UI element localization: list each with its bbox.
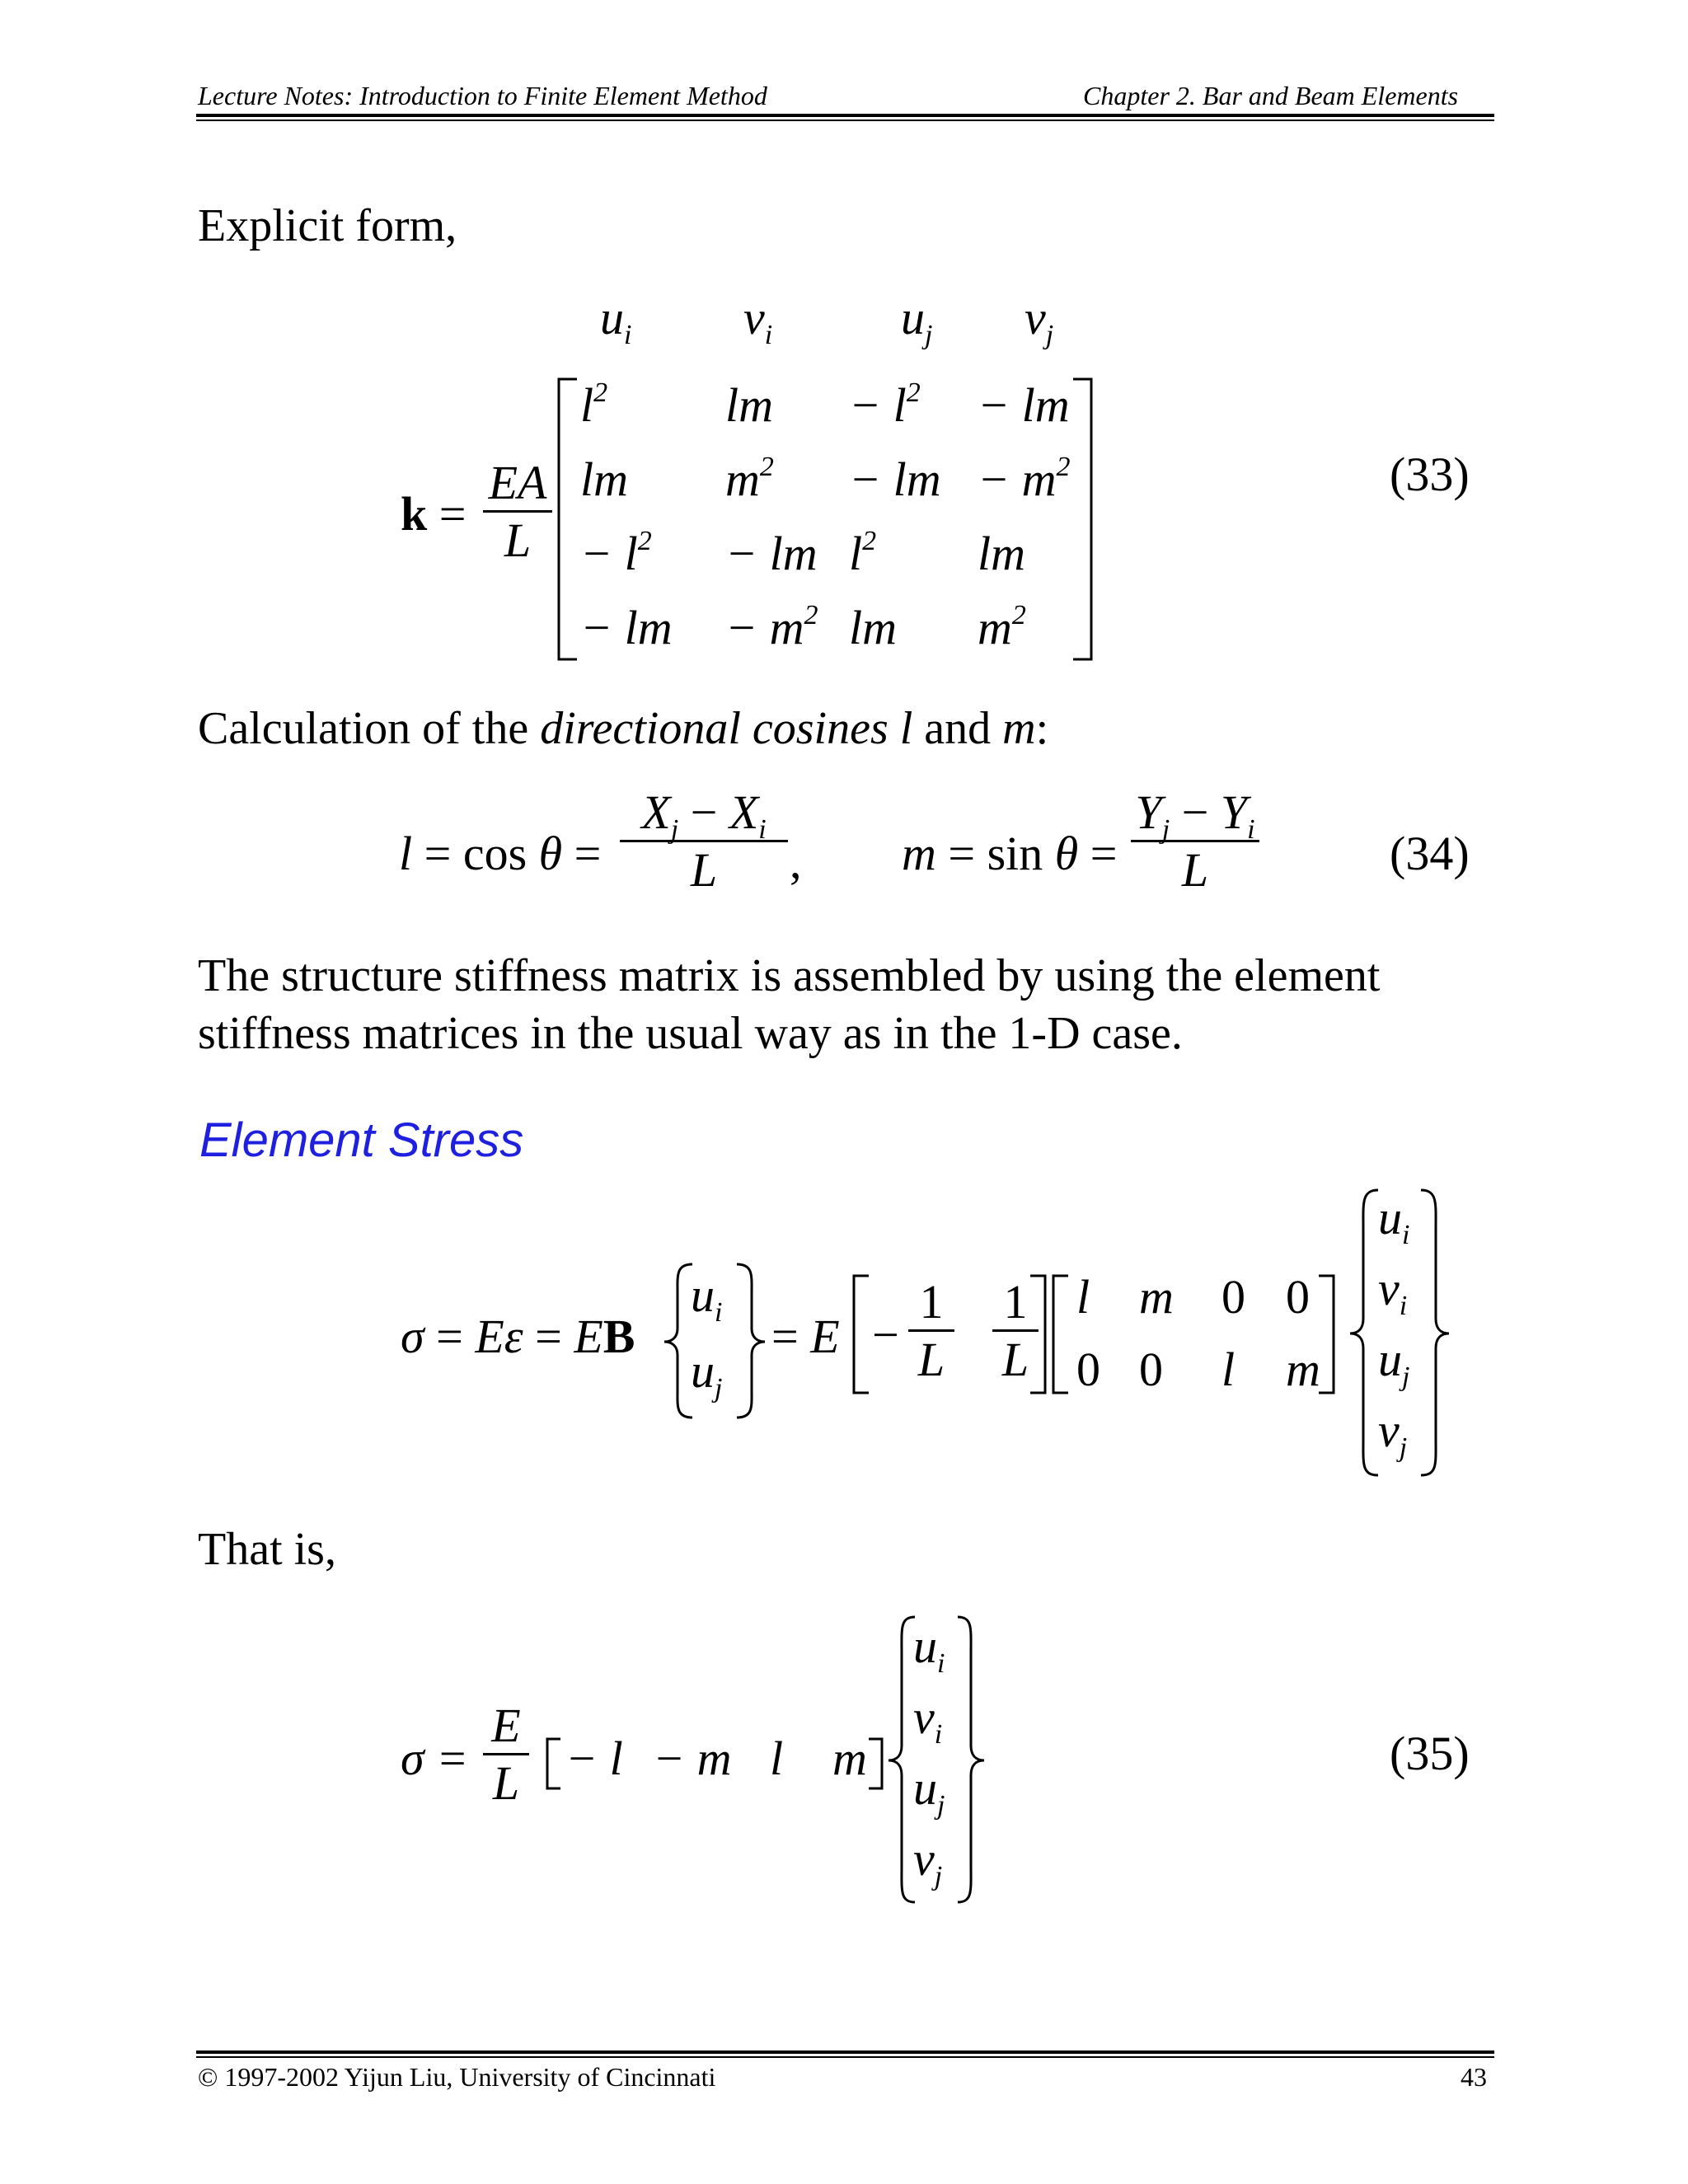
l-fraction: $X_j - X_i$ L [620,785,788,898]
b-row-frac1: 1 L [908,1274,954,1387]
disp-vector-entry: $v_j$ [1378,1404,1408,1463]
t-matrix-cell: 0 [1286,1270,1310,1324]
k-matrix-cell: $l^2$ [849,526,877,580]
m-fraction: $Y_j - Y_i$ L [1131,785,1259,898]
page-number: 43 [1461,2062,1487,2092]
k-matrix-cell: lm [849,601,897,654]
vec35-entry: $u_i$ [913,1619,945,1679]
e-over-l: E L [483,1698,529,1811]
k-matrix-cell: − lm [978,378,1070,432]
t-matrix-cell: m [1286,1343,1320,1396]
k-matrix-cell: − $m^2$ [725,600,818,654]
k-matrix-cell: − lm [849,452,941,506]
dof-label: $u_j$ [901,291,933,350]
b-row-left-bracket [854,1276,869,1393]
row35-entry: l [770,1732,784,1785]
row35-entry: − l [565,1732,623,1785]
disp-vector-entry: $v_i$ [1378,1262,1408,1321]
sigma-lhs: σ = [401,1732,469,1785]
t-right-bracket [1319,1276,1334,1393]
comma: , [790,835,802,888]
equation-number-34: (34) [1390,827,1470,880]
disp-vector-entry: $u_j$ [1378,1333,1410,1392]
header-left: Lecture Notes: Introduction to Finite Element Method [198,81,767,110]
k-matrix-cell: $l^2$ [580,377,608,432]
k-matrix-cell: − lm [580,601,673,654]
dof-label: $v_j$ [1025,291,1054,350]
strain-vector-u-j: $u_j$ [691,1344,723,1404]
vec35-entry: $u_j$ [913,1761,945,1821]
k-matrix-cell: − $l^2$ [849,377,921,432]
header-right: Chapter 2. Bar and Beam Elements [1083,81,1459,110]
intro-text: Explicit form, [198,200,457,251]
equation-number-35: (35) [1390,1727,1470,1780]
b-row-frac2: 1 L [992,1274,1039,1387]
k-matrix-cell: lm [725,378,773,432]
k-matrix-cell: − lm [725,527,818,580]
assembly-line-1: The structure stiffness matrix is assembled by using the element [198,950,1381,1001]
stress-eq2: = E [771,1310,840,1363]
disp-vector-entry: $u_i$ [1378,1191,1410,1250]
t-matrix-cell: l [1076,1270,1090,1324]
t-matrix-cell: 0 [1221,1270,1245,1324]
row35-right-bracket [869,1739,882,1788]
cosines-text: Calculation of the directional cosines l and m: [198,703,1049,754]
vec35-brace-right [958,1617,984,1902]
stiffness-factor: EA L [483,455,552,568]
section-heading: Element Stress [199,1113,524,1167]
dof-label: $u_i$ [600,291,632,350]
t-matrix-cell: 0 [1076,1343,1100,1396]
strain-brace-right [737,1264,765,1418]
b-row-right-bracket [1030,1276,1045,1393]
footer-copyright: © 1997-2002 Yijun Liu, University of Cincinnati [198,2062,716,2092]
row35-entry: − m [653,1732,732,1785]
t-matrix-cell: l [1221,1343,1236,1396]
stiffness-lhs: k = [401,487,467,541]
strain-brace-left [664,1264,692,1418]
t-matrix-cell: 0 [1139,1343,1163,1396]
t-left-bracket [1053,1276,1068,1393]
t-matrix-cell: m [1139,1270,1174,1324]
strain-vector-u-i: $u_i$ [691,1268,723,1328]
stress-lhs: σ = Eε = EB [401,1310,635,1363]
dof-label: $v_i$ [743,291,773,350]
assembly-line-2: stiffness matrices in the usual way as in the 1-D case. [198,1008,1183,1059]
k-matrix-cell: $m^2$ [978,600,1026,654]
k-matrix-cell: lm [580,452,628,506]
disp-brace-left [1350,1190,1378,1475]
k-matrix-cell: − $l^2$ [580,526,652,580]
b-row-minus: − [872,1308,899,1361]
vec35-entry: $v_j$ [913,1832,943,1891]
m-definition: m = sin θ = [902,827,1118,880]
disp-brace-right [1421,1190,1449,1475]
k-left-bracket [559,379,577,659]
vec35-brace-left [889,1617,915,1902]
k-matrix-cell: $m^2$ [725,452,774,506]
row35-left-bracket [547,1739,560,1788]
k-matrix-cell: lm [978,527,1025,580]
equation-number-33: (33) [1390,448,1470,501]
k-right-bracket [1073,379,1091,659]
k-matrix-cell: − $m^2$ [978,452,1071,506]
that-is-text: That is, [198,1524,336,1575]
vec35-entry: $v_i$ [913,1690,943,1750]
l-definition: l = cos θ = [399,827,602,880]
row35-entry: m [832,1732,867,1785]
